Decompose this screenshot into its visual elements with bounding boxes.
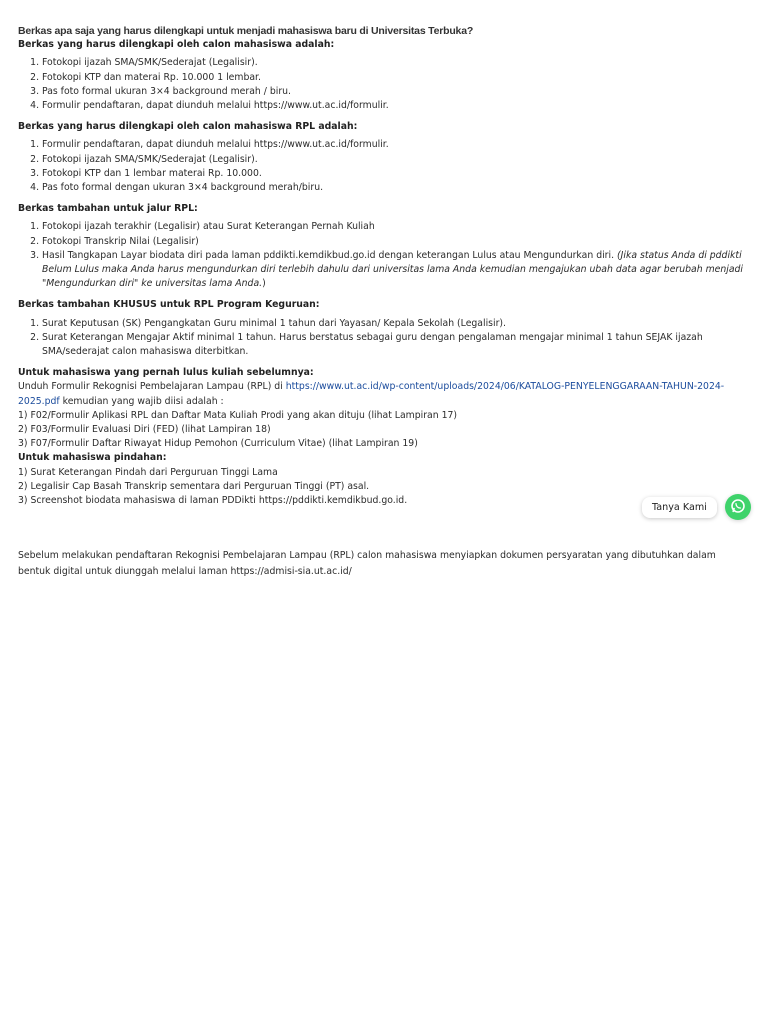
list-item: [42, 249, 750, 292]
footer-paragraph: Sebelum melakukan pendaftaran Rekognisi Pembelajaran Lampau (RPL) calon mahasiswa menyiapkan dokumen persyaratan yang dibutuhkan dalam bentuk digital untuk diunggah melalui laman https://admisi-sia.ut.ac.id/: [18, 550, 716, 577]
text-line: 3) Screenshot biodata mahasiswa di laman PDDikti https://pddikti.kemdikbud.go.id.: [18, 495, 408, 507]
section-new-list: [18, 56, 750, 113]
section-new-heading: Berkas yang harus dilengkapi oleh calon mahasiswa adalah:: [18, 39, 335, 51]
list-item-note: (Jika status Anda di pddikti Belum Lulus maka Anda harus mengundurkan diri terlebih dahulu dari universitas lama Anda kemudian mengajukan ubah data agar berubah menjadi "Mengundurkan diri" ke universitas lama Anda.: [42, 249, 744, 290]
chat-widget[interactable]: [642, 494, 751, 520]
list-item: 1. Surat Keputusan (SK) Pengangkatan Guru minimal 1 tahun dari Yayasan/ Kepala Sekolah (Legalisir).: [42, 317, 750, 331]
section-rpl-heading: Berkas yang harus dilengkapi oleh calon mahasiswa RPL adalah:: [18, 121, 358, 133]
whatsapp-icon: [730, 498, 746, 517]
text-line: 2) Legalisir Cap Basah Transkrip sementara dari Perguruan Tinggi (PT) asal.: [18, 480, 370, 492]
text-line: 1) F02/Formulir Aplikasi RPL dan Daftar Mata Kuliah Prodi yang akan dituju (lihat Lampiran 17): [18, 409, 458, 421]
list-item: 2. Fotokopi KTP dan materai Rp. 10.000 1 lembar.: [42, 71, 750, 85]
intro-text-after: kemudian yang wajib diisi adalah :: [59, 395, 224, 407]
text-line: 3) F07/Formulir Daftar Riwayat Hidup Pemohon (Curriculum Vitae) (lihat Lampiran 19): [18, 438, 418, 450]
list-item: 2. Fotokopi Transkrip Nilai (Legalisir): [42, 235, 750, 249]
question-title: Berkas apa saja yang harus dilengkapi untuk menjadi mahasiswa baru di Universitas Terbuka?: [18, 25, 474, 37]
katalog-link[interactable]: https://www.ut.ac.id/wp-content/uploads/2024/06/KATALOG-PENYELENGGARAAN-TAHUN-2024-2025.pdf: [18, 381, 725, 407]
list-item: 1. Fotokopi ijazah terakhir (Legalisir) atau Surat Keterangan Pernah Kuliah: [42, 220, 750, 234]
section-extra-heading: Berkas tambahan untuk jalur RPL:: [18, 203, 198, 215]
list-item: 4. Pas foto formal dengan ukuran 3×4 background merah/biru.: [42, 181, 750, 195]
text-line: 2) F03/Formulir Evaluasi Diri (FED) (lihat Lampiran 18): [18, 424, 271, 436]
list-item: 1. Fotokopi ijazah SMA/SMK/Sederajat (Legalisir).: [42, 56, 750, 70]
section-khusus-heading: Berkas tambahan KHUSUS untuk RPL Program Keguruan:: [18, 299, 320, 311]
section-lulus-intro: [18, 380, 750, 408]
chat-label[interactable]: Tanya Kami: [642, 497, 717, 518]
list-item: 1. Formulir pendaftaran, dapat diunduh melalui https://www.ut.ac.id/formulir.: [42, 138, 750, 152]
list-item: 2. Fotokopi ijazah SMA/SMK/Sederajat (Legalisir).: [42, 153, 750, 167]
list-item: 3. Pas foto formal ukuran 3×4 background merah / biru.: [42, 85, 750, 99]
list-item: 3. Fotokopi KTP dan 1 lembar materai Rp. 10.000.: [42, 167, 750, 181]
section-khusus-list: [18, 317, 750, 360]
list-item-text: Hasil Tangkapan Layar biodata diri pada laman pddikti.kemdikbud.go.id dengan keterangan Lulus atau Mengundurkan diri.: [42, 249, 617, 261]
intro-text: Unduh Formulir Rekognisi Pembelajaran Lampau (RPL) di: [18, 381, 286, 393]
whatsapp-button[interactable]: [725, 494, 751, 520]
list-item: 4. Formulir pendaftaran, dapat diunduh melalui https://www.ut.ac.id/formulir.: [42, 99, 750, 113]
faq-content: [18, 24, 750, 508]
section-lulus-heading: Untuk mahasiswa yang pernah lulus kuliah sebelumnya:: [18, 367, 314, 379]
text-line: 1) Surat Keterangan Pindah dari Perguruan Tinggi Lama: [18, 466, 278, 478]
list-item-note-close: ): [262, 278, 266, 290]
section-extra-list: [18, 220, 750, 291]
list-item: 2. Surat Keterangan Mengajar Aktif minimal 1 tahun. Harus berstatus sebagai guru dengan pengalaman mengajar minimal 1 tahun SEJAK ijazah SMA/sederajat calon mahasiswa diterbitkan.: [42, 331, 750, 359]
section-pindahan-heading: Untuk mahasiswa pindahan:: [18, 452, 167, 464]
section-rpl-list: [18, 138, 750, 195]
